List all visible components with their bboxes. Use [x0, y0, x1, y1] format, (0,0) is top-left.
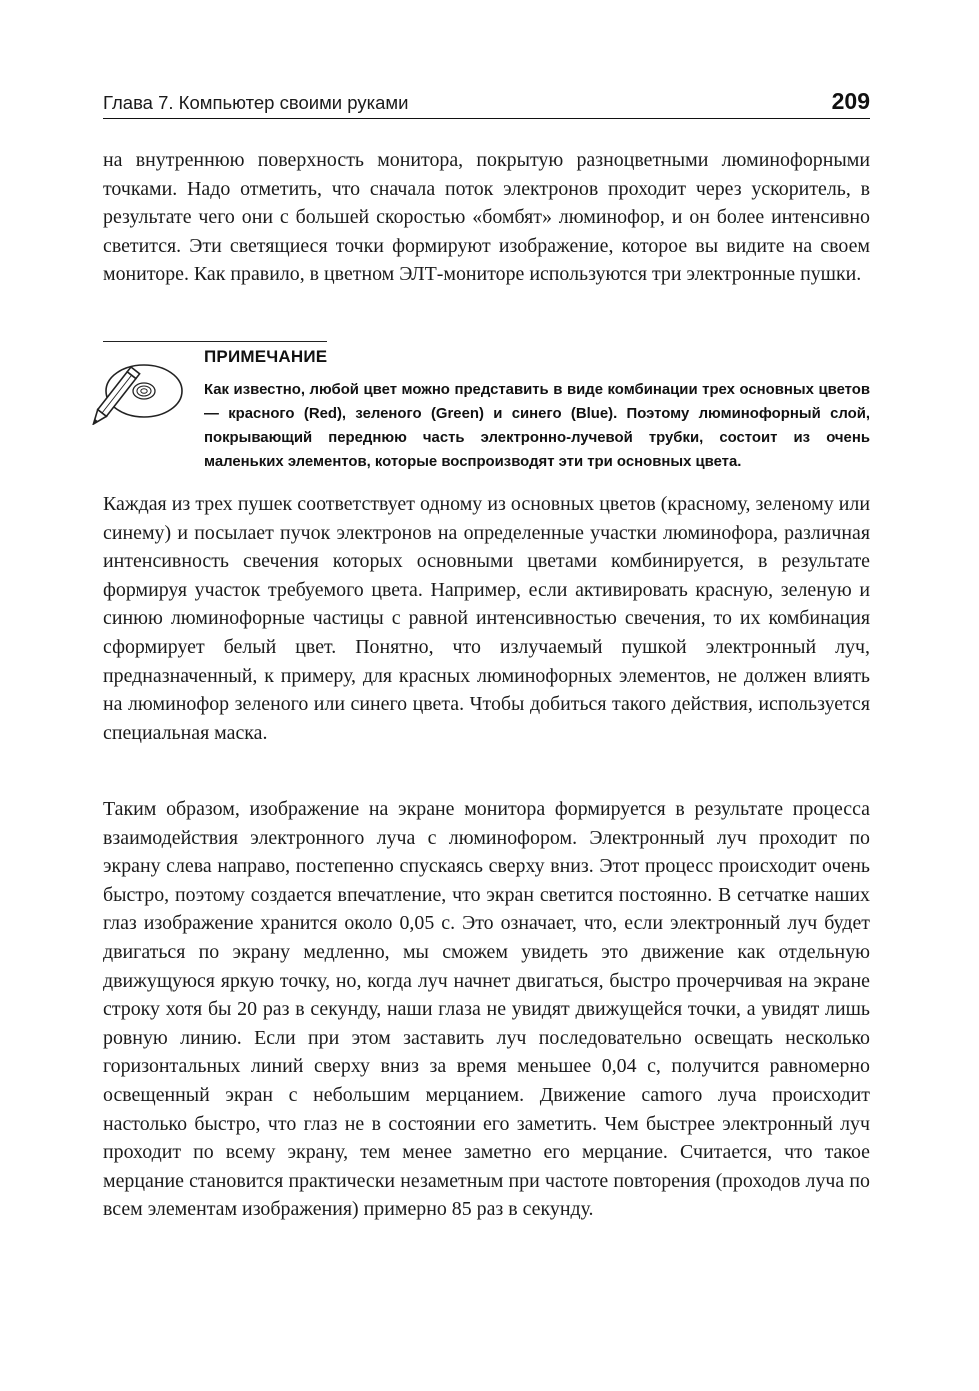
- pencil-cd-icon: [88, 355, 188, 425]
- note-title: ПРИМЕЧАНИЕ: [204, 347, 328, 366]
- note-divider: [103, 341, 327, 342]
- chapter-title: Глава 7. Компьютер своими руками: [103, 92, 409, 113]
- page-number: 209: [831, 88, 870, 114]
- paragraph-2: Каждая из трех пушек соответствует одному из основных цветов (красному, зеленому или синему) и посылает пучок электронов на определенные участки люминофора, различная интенсивность свечения которых основными цветами комбинируется, в результате формируя участок требуемого цвета. Например, если активировать красную, зеленую и синюю люминофорные частицы с равной интенсивностью свечения, то их комбинация сформирует белый цвет. Понятно, что излучаемый пушкой электронный луч, предназначенный, к примеру, для красных люминофорных элементов, не должен влиять на люминофор зеленого или синего цвета. Чтобы добиться такого действия, используется специальная маска.: [103, 493, 870, 744]
- running-header: [103, 88, 870, 119]
- paragraph-1: на внутреннюю поверхность монитора, покрытую разноцветными люминофорными точками. Надо отметить, что сначала поток электронов проходит через ускоритель, в результате чего они с большей скоростью «бомбят» люминофор, и он более интенсивно светится. Эти светящиеся точки формируют изображение, которое вы видите на своем мониторе. Как правило, в цветном ЭЛТ-мониторе используются три электронные пушки.: [103, 149, 870, 286]
- paragraph-3: Таким образом, изображение на экране монитора формируется в результате процесса взаимодействия электронного луча с люминофором. Электронный луч проходит по экрану слева направо, постепенно спускаясь сверху вниз. Этот процесс происходит очень быстро, поэтому создается впечатление, что экран светится постоянно. В сетчатке наших глаз изображение хранится около 0,05 с. Это означает, что, если электронный луч будет двигаться по экрану медленно, мы сможем увидеть это движение как отдельную движущуюся яркую точку, но, когда луч начнет двигаться, быстро прочерчивая на экране строку хотя бы 20 раз в секунду, наши глаза не увидят движущейся точки, а увидят лишь ровную линию. Если при этом заставить луч последовательно освещать несколько горизонтальных линий сверху вниз за время меньшее 0,04 с, получится равномерно освещенный экран с небольшим мерцанием. Движение саmого луча происходит настолько быстро, что глаз не в состоянии его заметить. Чем быстрее электронный луч проходит по всему экрану, тем менее заметно его мерцание. Считается, что такое мерцание становится практически незаметным при частоте повторения (проходов луча по всем элементам изображения) примерно 85 раз в секунду.: [103, 798, 870, 1221]
- note-text: Как известно, любой цвет можно представить в виде комбинации трех основных цветов — красного (Red), зеленого (Green) и синего (Blue). Поэтому люминофорный слой, покрывающий переднюю часть электронно-лучевой трубки, состоит из очень маленьких элементов, которые воспроизводят эти три основных цвета.: [204, 382, 870, 470]
